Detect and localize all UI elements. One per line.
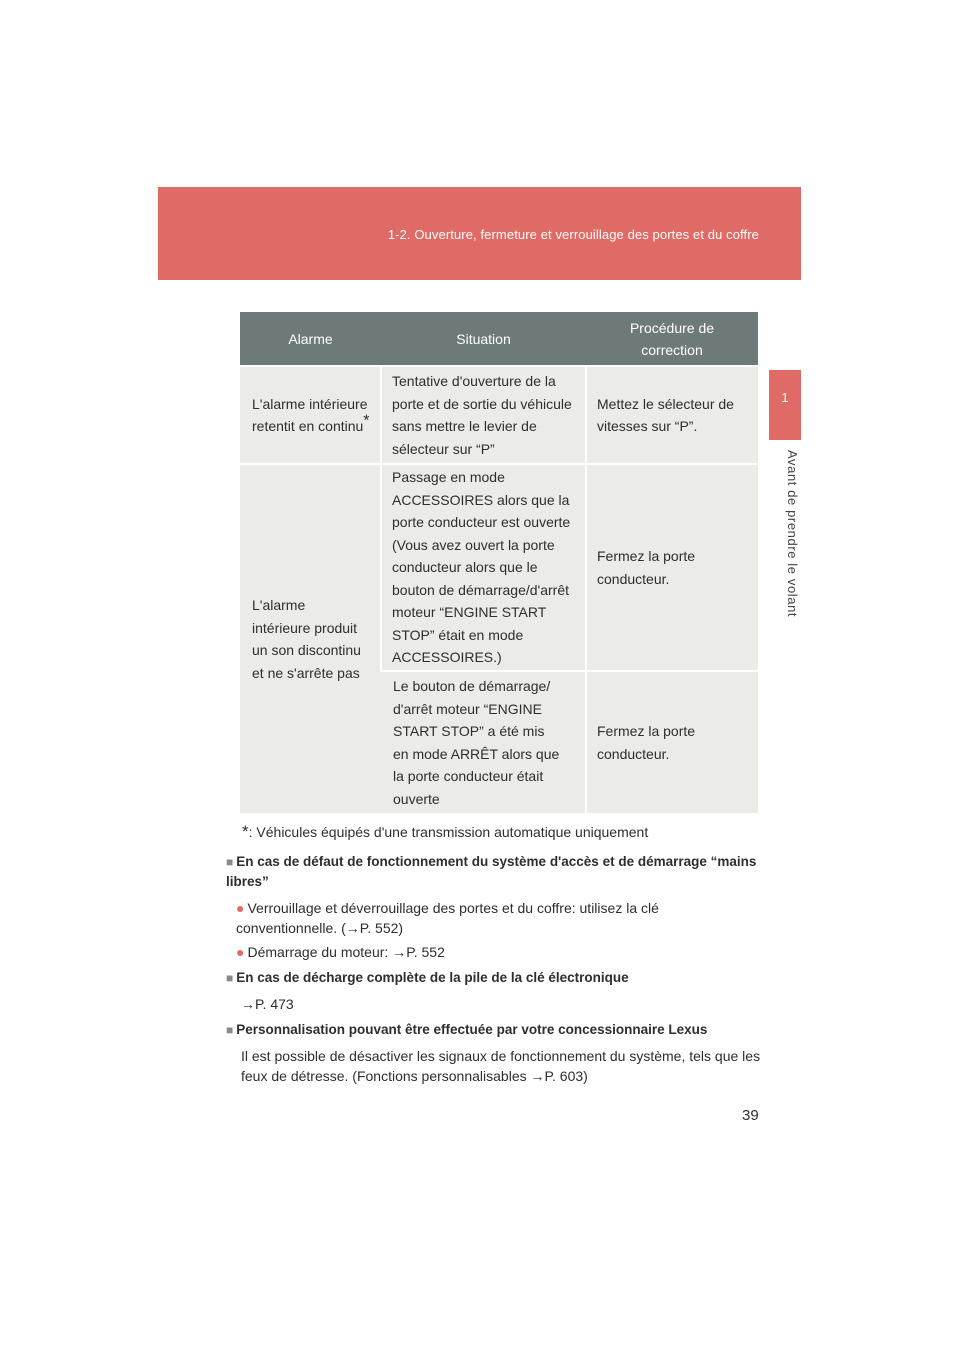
procedure-cell: Fermez la porte conducteur.	[586, 671, 758, 813]
header-alarm: Alarme	[240, 312, 381, 366]
procedure-cell: Fermez la porte conducteur.	[586, 464, 758, 671]
alarm-cell: L'alarme intérieure retentit en continu*	[240, 366, 381, 464]
page-number: 39	[742, 1107, 759, 1124]
body-text: →P. 473	[241, 996, 294, 1012]
section-heading: ■ En cas de défaut de fonctionnement du système d'accès et de démarrage “mains libres”	[226, 854, 757, 889]
square-bullet-icon: ■	[226, 1023, 234, 1037]
circle-bullet-icon: ●	[236, 944, 245, 960]
body-text: Il est possible de désactiver les signaux de fonctionnement du système, tels que les feux de détresse. (Fonctions personnalisables →P. 603)	[241, 1048, 761, 1084]
header-situation: Situation	[381, 312, 586, 366]
square-bullet-icon: ■	[226, 971, 234, 985]
table-header-row	[240, 312, 758, 366]
footnote-star: *	[242, 822, 249, 841]
bullet-item: ● Démarrage du moteur: →P. 552	[236, 944, 445, 960]
situation-cell: Tentative d'ouverture de la porte et de sortie du véhicule sans mettre le levier de sélecteur sur “P”	[381, 366, 586, 464]
table-row	[240, 464, 758, 671]
table-row	[240, 366, 758, 464]
chapter-label: Avant de prendre le volant	[785, 450, 800, 618]
situation-cell: Le bouton de démarrage/ d'arrêt moteur “ENGINE START STOP” a été mis en mode ARRÊT alors que la porte conducteur était ouverte	[381, 671, 586, 813]
section-heading: ■ En cas de décharge complète de la pile de la clé électronique	[226, 970, 629, 985]
footnote-text: : Véhicules équipés d'une transmission automatique uniquement	[248, 824, 649, 840]
circle-bullet-icon: ●	[236, 900, 245, 916]
chapter-tab	[769, 370, 801, 440]
procedure-cell: Mettez le sélecteur de vitesses sur “P”.	[586, 366, 758, 464]
alarm-table	[240, 312, 758, 813]
footnote	[242, 822, 648, 842]
situation-cell: Passage en mode ACCESSOIRES alors que la porte conducteur est ouverte (Vous avez ouvert la porte conducteur alors que le bouton de démarrage/d'arrêt moteur “ENGINE START STOP” était en mode ACCESSOIRES.)	[381, 464, 586, 671]
bullet-item: ● Verrouillage et déverrouillage des portes et du coffre: utilisez la clé conventionnelle. (→P. 552)	[236, 900, 659, 936]
footnote-mark: *	[363, 412, 370, 430]
chapter-number: 1	[781, 390, 789, 405]
alarm-cell: L'alarme intérieure produit un son discontinu et ne s'arrête pas	[240, 464, 381, 813]
section-title: 1-2. Ouverture, fermeture et verrouillage des portes et du coffre	[387, 227, 759, 242]
chapter-header-band	[158, 187, 801, 280]
square-bullet-icon: ■	[226, 855, 234, 869]
section-heading: ■ Personnalisation pouvant être effectuée par votre concessionnaire Lexus	[226, 1022, 708, 1037]
header-procedure: Procédure de correction	[586, 312, 758, 366]
